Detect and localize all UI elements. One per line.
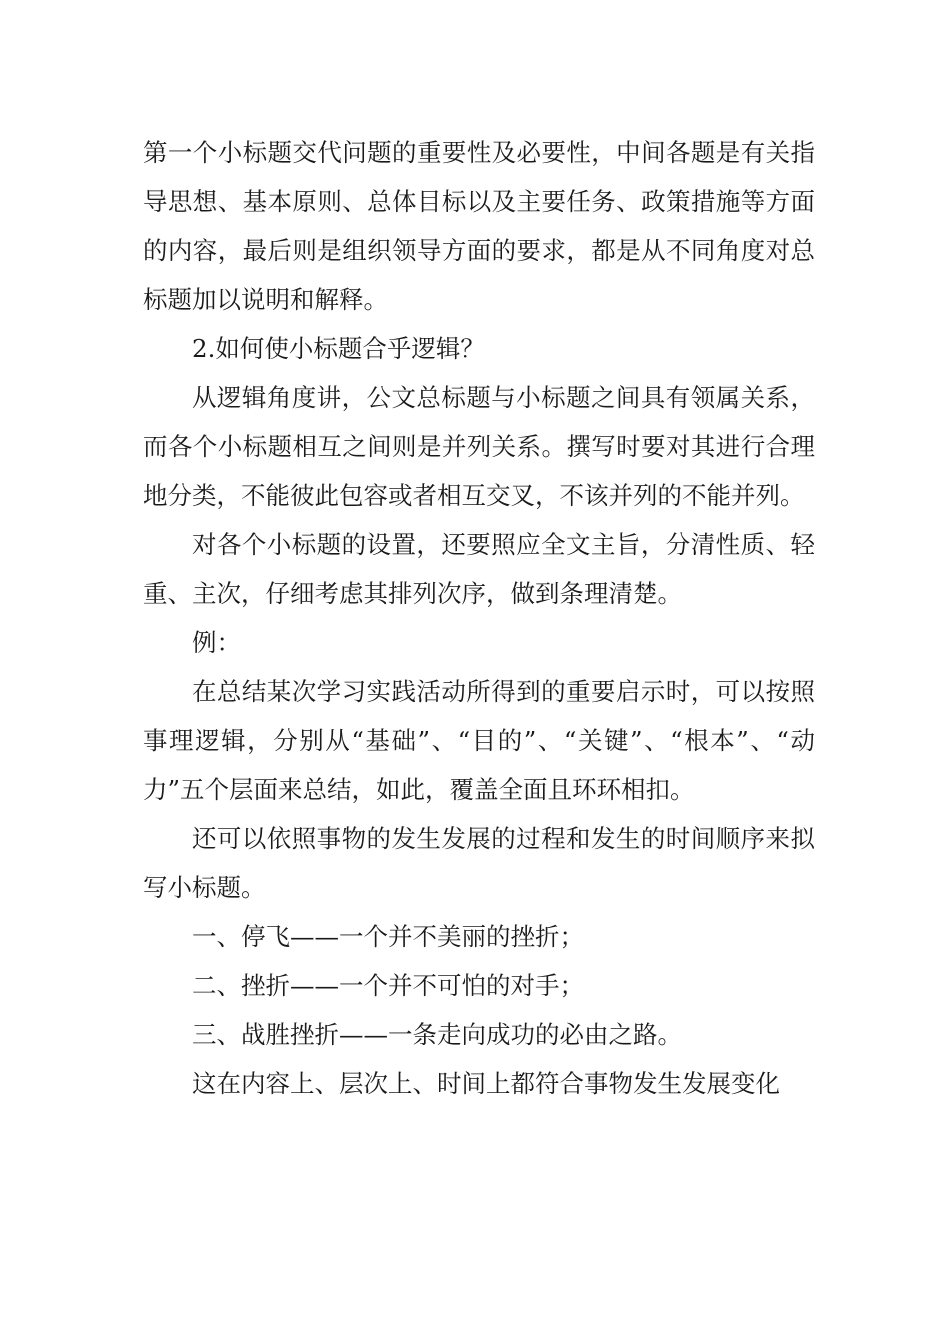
list-item-1: 一、停飞——一个并不美丽的挫折； bbox=[192, 922, 584, 951]
paragraph-1: 第一个小标题交代问题的重要性及必要性，中间各题是有关指导思想、基本原则、总体目标以及主要任务、政策措施等方面的内容，最后则是组织领导方面的要求，都是从不同角度对总标题加以说明和解释。 bbox=[143, 138, 815, 314]
paragraph-3: 从逻辑角度讲，公文总标题与小标题之间具有领属关系，而各个小标题相互之间则是并列关系。撰写时要对其进行合理地分类，不能彼此包容或者相互交叉，不该并列的不能并列。 bbox=[143, 383, 815, 510]
paragraph-example-label: 例： bbox=[192, 628, 241, 657]
paragraph-11: 这在内容上、层次上、时间上都符合事物发生发展变化 bbox=[192, 1069, 780, 1098]
paragraph-2-heading: 2.如何使小标题合乎逻辑？ bbox=[192, 334, 485, 363]
list-item-3: 三、战胜挫折——一条走向成功的必由之路。 bbox=[192, 1020, 682, 1049]
paragraph-7: 还可以依照事物的发生发展的过程和发生的时间顺序来拟写小标题。 bbox=[143, 824, 815, 902]
paragraph-4: 对各个小标题的设置，还要照应全文主旨，分清性质、轻重、主次，仔细考虑其排列次序，做到条理清楚。 bbox=[143, 530, 815, 608]
list-item-2: 二、挫折——一个并不可怕的对手； bbox=[192, 971, 584, 1000]
paragraph-6: 在总结某次学习实践活动所得到的重要启示时，可以按照事理逻辑，分别从“基础”、“目的”、“关键”、“根本”、“动力”五个层面来总结，如此，覆盖全面且环环相扣。 bbox=[143, 677, 815, 804]
body-text bbox=[143, 128, 815, 1108]
